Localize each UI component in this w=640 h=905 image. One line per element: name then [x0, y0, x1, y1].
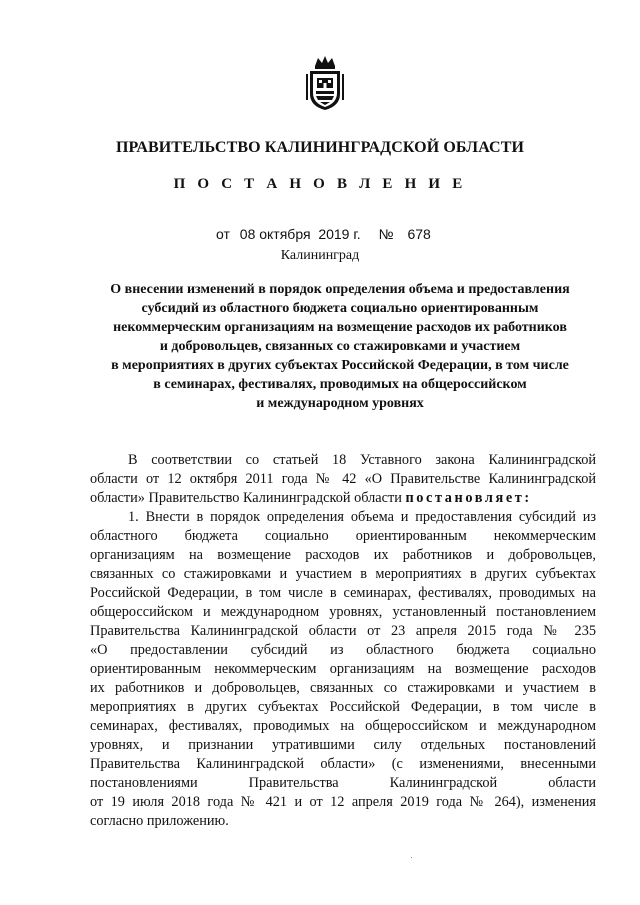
city-name: Калининград — [280, 248, 360, 263]
item-line: связанных со стажировками и участием в мероприятиях в других субъектах — [90, 566, 596, 582]
preamble-line: В соответствии со статьей 18 Уставного закона Калининградской — [128, 452, 596, 468]
document-body — [90, 451, 596, 831]
subject-line: субсидий из областного бюджета социально ориентированным — [141, 301, 539, 316]
item-line: организациям на возмещение расходов их работников и добровольцев, — [90, 547, 596, 563]
item-line: Правительства Калининградской области от 23 апреля 2015 года № 235 — [90, 623, 596, 639]
item-line: «О предоставлении субсидий из областного бюджета социально — [90, 642, 596, 658]
subject-line: О внесении изменений в порядок определения объема и предоставления — [110, 282, 570, 297]
item-line: согласно приложению. — [90, 813, 229, 829]
item-line: мероприятиях в других субъектах Российской Федерации, в том числе в — [90, 699, 596, 715]
subject-line: и добровольцев, связанных со стажировками и участием — [159, 339, 521, 354]
preamble-line: области от 12 октября 2011 года № 42 «О Правительстве Калининградской — [90, 471, 596, 487]
item-line: 1. Внести в порядок определения объема и предоставления субсидий из — [128, 509, 596, 525]
date-value: 08 октября 2019 г. — [239, 226, 361, 242]
subject-line: в мероприятиях в других субъектах Российской Федерации, в том числе — [111, 358, 569, 373]
item-line: их работников и добровольцев, связанных со стажировками и участием в — [90, 680, 596, 696]
date-number-line — [216, 226, 431, 242]
coat-of-arms-icon — [305, 54, 345, 112]
item-line: постановлениями Правительства Калининградской области — [90, 775, 596, 791]
government-name: ПРАВИТЕЛЬСТВО КАЛИНИНГРАДСКОЙ ОБЛАСТИ — [115, 139, 525, 156]
document-type: П О С Т А Н О В Л Е Н И Е — [173, 176, 467, 192]
number-sign: № — [378, 226, 394, 242]
item-line: Правительства Калининградской области» (с изменениями, внесенными — [90, 756, 596, 772]
resolution-keyword: постановляет: — [405, 490, 532, 506]
document-number: 678 — [407, 226, 431, 242]
item-line: общероссийском и международном уровнях, установленный постановлением — [90, 604, 596, 620]
item-line: ориентированным некоммерческим организациям на возмещение расходов — [90, 661, 596, 677]
subject-line: некоммерческим организациям на возмещение расходов их работников — [113, 320, 567, 335]
subject-line: в семинарах, фестивалях, проводимых на общероссийском — [153, 377, 527, 392]
preamble-text: области» Правительство Калининградской области — [90, 490, 402, 506]
preamble-line — [90, 489, 596, 508]
item-line: от 19 июля 2018 года № 421 и от 12 апреля 2019 года № 264), изменения — [90, 794, 596, 810]
item-line: Российской Федерации, в том числе в семинарах, фестивалях, проводимых на — [90, 585, 596, 601]
item-line: семинарах, фестивалях, проводимых на общероссийском и международном — [90, 718, 596, 734]
item-line: областного бюджета социально ориентированным некоммерческим — [90, 528, 596, 544]
document-subject — [80, 280, 600, 413]
date-prefix: от — [216, 226, 230, 242]
subject-line: и международном уровнях — [256, 396, 424, 411]
item-line: уровнях, и признании утратившими силу отдельных постановлений — [90, 737, 596, 753]
scan-speck — [411, 857, 412, 858]
